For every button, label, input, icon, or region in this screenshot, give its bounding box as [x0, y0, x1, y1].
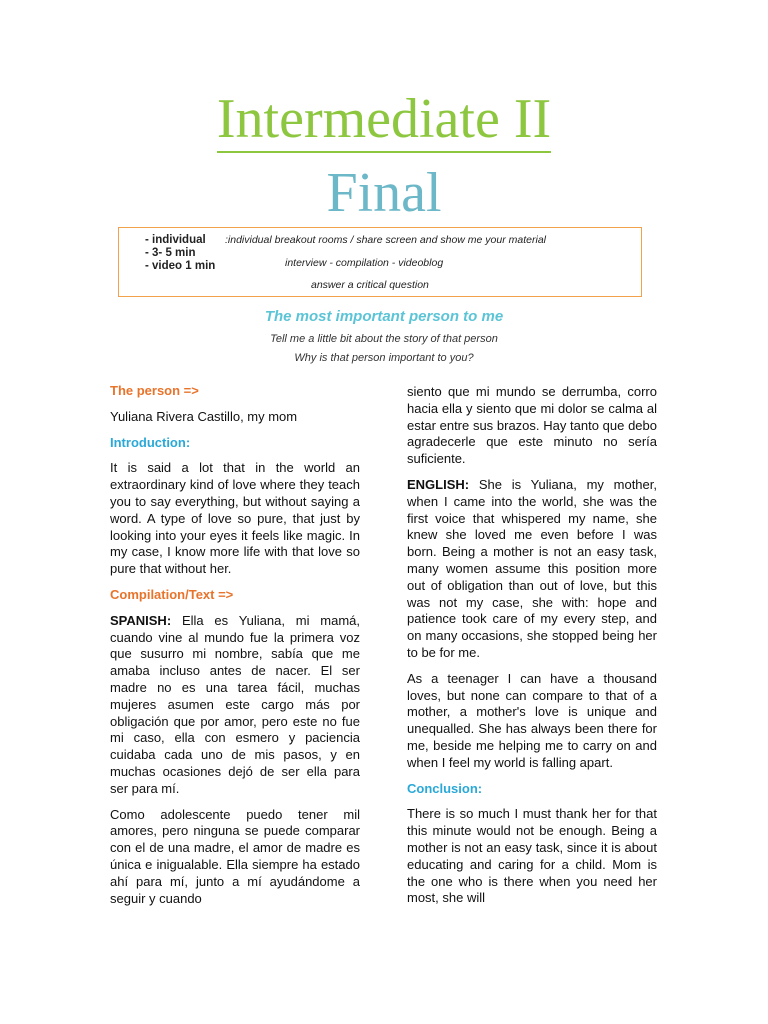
topic-question: Why is that person important to you?	[294, 352, 474, 364]
english-paragraph	[407, 477, 657, 662]
introduction-paragraph: It is said a lot that in the world an extraordinary kind of love where they teach you to say everything, but without saying a word. A type of love so pure, that just by looking into your eyes it feels like magic. In my case, I know more life with that love so pure that without her.	[110, 460, 360, 577]
document-subtitle: Final	[326, 162, 442, 224]
person-name: Yuliana Rivera Castillo, my mom	[110, 408, 298, 424]
compilation-heading: Compilation/Text =>	[110, 586, 234, 602]
instruction-line: interview - compilation - videoblog	[285, 257, 444, 269]
english-paragraph-2: As a teenager I can have a thousand loves, but none can compare to that of a mother, a mother's love is unique and unequalled. She has always been there for me, beside me helping me to carry on and when I feel my world is falling apart.	[407, 670, 657, 770]
conclusion-paragraph: There is so much I must thank her for that this minute would not be enough. Being a mother is not an easy task, since it is about educating and caring for a child. Mom is the one who is there when you need her most, she will	[407, 806, 657, 906]
title-line-1: Intermediate II	[217, 89, 551, 153]
spanish-label: SPANISH:	[110, 612, 172, 628]
english-text: She is Yuliana, my mother, when I came into the world, she was the first voice that whispered my name, she knew she loved me even before I was born. Being a mother is not an easy task, many women assume this position more out of obligation than out of love, but this was not my case, she with: hope and patience took care of my every step, and on many occasions, she stopped being her to be for me.	[407, 476, 657, 660]
left-column	[110, 383, 360, 916]
spanish-paragraph	[110, 613, 360, 798]
spanish-paragraph-2: Como adolescente puedo tener mil amores, pero ninguna se puede comparar con el de una madre, el amor de madre es única e inigualable. Ella siempre ha estado ahí para mí, junto a mí ayudándome a seguir y cuando	[110, 806, 360, 906]
instructions-box	[118, 227, 642, 297]
requirement-item: - 3- 5 min	[145, 247, 196, 259]
instruction-line: answer a critical question	[311, 279, 429, 291]
english-label: ENGLISH:	[407, 476, 470, 492]
instructions-requirements	[145, 234, 215, 273]
topic-heading: The most important person to me	[264, 308, 504, 325]
document-title	[0, 86, 768, 153]
spanish-text: Ella es Yuliana, mi mamá, cuando vine al mundo fue la primera voz que susurro mi nombre, sabía que me amaba incluso antes de nacer. El ser madre no es una tarea fácil, muchas mujeres asumen este cargo más por obligación que por amor, pero este no fue mi caso, ella con esmero y paciencia cuidaba cada uno de mis pasos, y en muchas ocasiones dejó de ser ella para ser para mí.	[110, 612, 360, 796]
introduction-heading: Introduction:	[110, 434, 191, 450]
requirement-item: - video 1 min	[145, 260, 216, 272]
person-heading: The person =>	[110, 383, 199, 398]
instruction-line: :individual breakout rooms / share screen and show me your material	[225, 234, 546, 246]
conclusion-heading: Conclusion:	[407, 780, 483, 796]
spanish-continuation: siento que mi mundo se derrumba, corro hacia ella y siento que mi dolor se calma al estar entre sus brazos. Hay tanto que debo agradecerle que este minuto no sería suficiente.	[407, 384, 657, 467]
requirement-item: - individual	[145, 234, 206, 246]
topic-question: Tell me a little bit about the story of that person	[270, 333, 498, 345]
right-column	[407, 384, 657, 916]
